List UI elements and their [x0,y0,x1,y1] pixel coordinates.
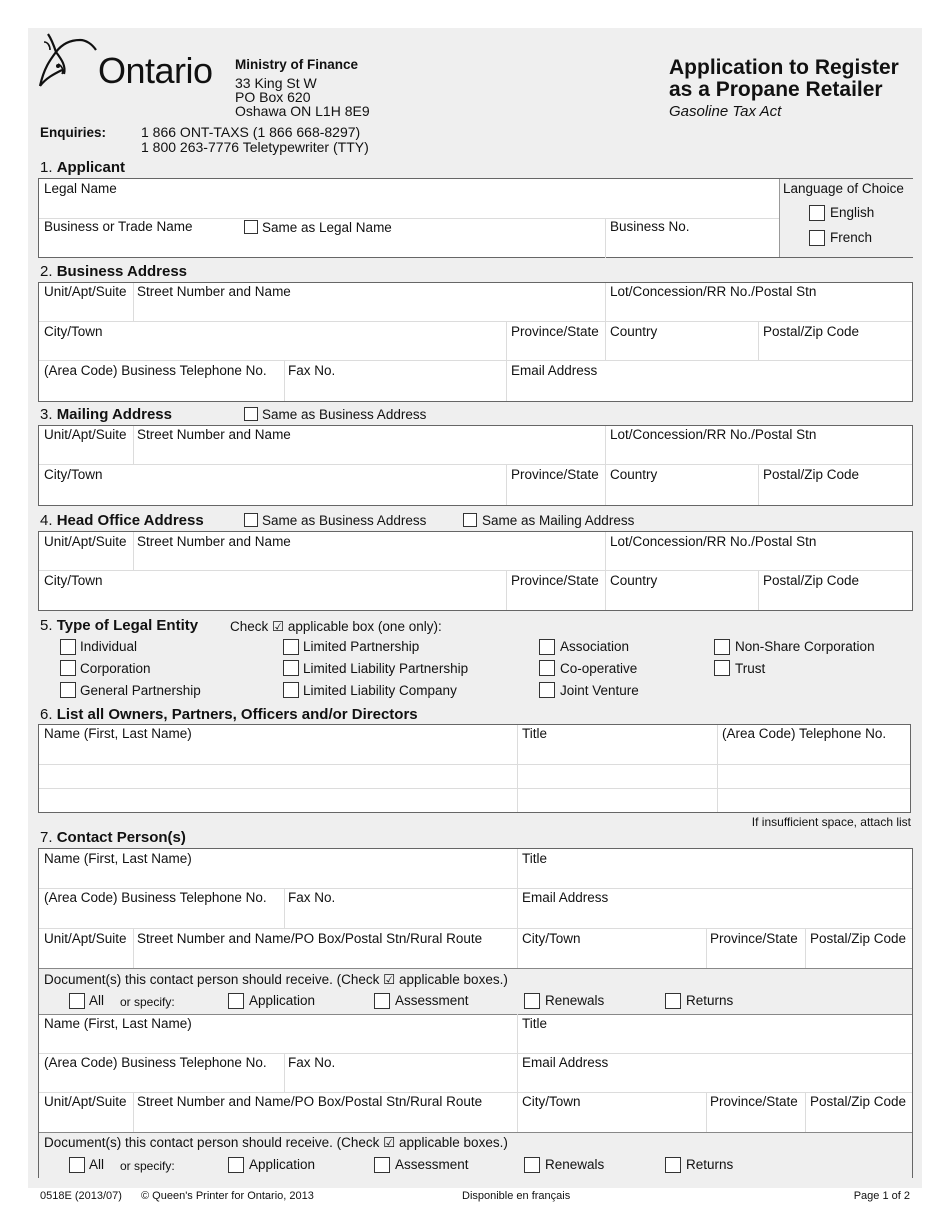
enquiries-label: Enquiries: [40,125,107,140]
entity-corporation-checkbox[interactable] [60,660,76,676]
language-label: Language of Choice [783,181,904,196]
section-3-heading [40,406,172,423]
bus-lot-label: Lot/Concession/RR No./Postal Stn [610,284,817,299]
section-5-heading [40,617,198,634]
bus-street-label: Street Number and Name [137,284,291,299]
contact1-returns-label: Returns [686,993,734,1008]
divider [39,764,910,765]
contact1-or-specify: or specify: [120,995,175,1009]
entity-llp-checkbox[interactable] [283,660,299,676]
contact2-title-label: Title [522,1016,548,1031]
entity-individual-label: Individual [80,639,138,654]
mail-street-label: Street Number and Name [137,427,291,442]
owners-phone-header: (Area Code) Telephone No. [722,726,887,741]
form-subtitle: Gasoline Tax Act [669,103,782,120]
entity-llc-label: Limited Liability Company [303,683,457,698]
section-7-heading [40,829,186,846]
contact2-city-label: City/Town [522,1094,581,1109]
entity-corporation-label: Corporation [80,661,151,676]
entity-non-share-checkbox[interactable] [714,639,730,655]
divider [39,1053,912,1054]
french-label: French [830,230,873,245]
divider [39,1092,912,1093]
ontario-wordmark: Ontario [98,50,213,91]
contact2-assessment-checkbox[interactable] [374,1157,390,1173]
ministry-name: Ministry of Finance [235,57,359,72]
mail-country-label: Country [610,467,658,482]
section-6-title: List all Owners, Partners, Officers and/or Directors [56,706,418,723]
contact2-phone-label: (Area Code) Business Telephone No. [44,1055,267,1070]
head-street-label: Street Number and Name [137,534,291,549]
business-no-field[interactable] [610,236,775,256]
divider [517,849,518,968]
bus-fax-label: Fax No. [288,363,336,378]
divider [39,570,912,571]
entity-llc-checkbox[interactable] [283,682,299,698]
section-1-heading [40,159,125,176]
divider [39,788,910,789]
entity-association-checkbox[interactable] [539,639,555,655]
entity-association-label: Association [560,639,630,654]
contact1-phone-label: (Area Code) Business Telephone No. [44,890,267,905]
divider [717,725,718,812]
entity-joint-venture-label: Joint Venture [560,683,639,698]
contact1-application-checkbox[interactable] [228,993,244,1009]
divider [517,725,518,812]
contact1-assessment-checkbox[interactable] [374,993,390,1009]
contact2-all-label: All [89,1157,105,1172]
enquiries-tty: 1 800 263-7776 Teletypewriter (TTY) [141,139,369,155]
form-title-line2: as a Propane Retailer [669,78,883,101]
contact2-fax-label: Fax No. [288,1055,336,1070]
entity-limited-partnership-label: Limited Partnership [303,639,420,654]
section-7-title: Contact Person(s) [56,829,186,846]
divider [39,321,912,322]
section-4-heading [40,512,204,529]
section-5-number: 5. [40,617,57,634]
divider [39,928,912,929]
contact2-postal-label: Postal/Zip Code [810,1094,907,1109]
divider [758,464,759,505]
section-6-number: 6. [40,706,57,723]
bus-postal-label: Postal/Zip Code [763,324,860,339]
bus-phone-label: (Area Code) Business Telephone No. [44,363,267,378]
mailing-same-as-business-label: Same as Business Address [262,407,427,422]
contact2-all-checkbox[interactable] [69,1157,85,1173]
copyright: © Queen's Printer for Ontario, 2013 [141,1190,314,1202]
section-1-number: 1. [40,159,57,176]
entity-joint-venture-checkbox[interactable] [539,682,555,698]
business-address-box [38,282,913,402]
contact2-renewals-label: Renewals [545,1157,605,1172]
french-checkbox[interactable] [809,230,825,246]
contact1-fax-label: Fax No. [288,890,336,905]
enquiries-phone: 1 866 ONT-TAXS (1 866 668-8297) [141,124,361,140]
contact1-title-label: Title [522,851,548,866]
contact1-renewals-checkbox[interactable] [524,993,540,1009]
contact2-email-label: Email Address [522,1055,609,1070]
section-7-number: 7. [40,829,57,846]
contact2-returns-checkbox[interactable] [665,1157,681,1173]
entity-trust-checkbox[interactable] [714,660,730,676]
bus-unit-label: Unit/Apt/Suite [44,284,127,299]
form-title-line1: Application to Register [669,56,899,79]
owners-name-header: Name (First, Last Name) [44,726,192,741]
trade-name-field[interactable] [44,236,604,256]
mail-unit-label: Unit/Apt/Suite [44,427,127,442]
divider [605,532,606,610]
entity-limited-partnership-checkbox[interactable] [283,639,299,655]
contact1-city-label: City/Town [522,931,581,946]
english-label: English [830,205,875,220]
divider [758,570,759,610]
section-2-number: 2. [40,263,57,280]
entity-cooperative-checkbox[interactable] [539,660,555,676]
english-checkbox[interactable] [809,205,825,221]
divider [506,570,507,610]
divider [605,283,606,360]
contact2-name-label: Name (First, Last Name) [44,1016,192,1031]
contact1-docs-label: Document(s) this contact person should receive. (Check ☑ applicable boxes.) [44,972,508,987]
legal-name-label: Legal Name [44,181,117,196]
section-2-title: Business Address [56,263,188,280]
mail-province-label: Province/State [511,467,599,482]
ministry-address-line1: 33 King St W [235,75,317,91]
head-unit-label: Unit/Apt/Suite [44,534,127,549]
contact1-renewals-label: Renewals [545,993,605,1008]
french-availability: Disponible en français [462,1190,571,1202]
head-country-label: Country [610,573,658,588]
divider [517,1014,518,1132]
section-5-title: Type of Legal Entity [56,617,199,634]
contact1-assessment-label: Assessment [395,993,469,1008]
same-as-legal-name-checkbox[interactable] [244,220,258,234]
divider [805,1092,806,1132]
divider [133,1092,134,1132]
trade-name-label: Business or Trade Name [44,219,193,234]
divider [506,464,507,505]
head-province-label: Province/State [511,573,599,588]
divider [605,426,606,505]
contact2-province-label: Province/State [710,1094,798,1109]
contact2-assessment-label: Assessment [395,1157,469,1172]
divider [706,1092,707,1132]
mail-lot-label: Lot/Concession/RR No./Postal Stn [610,427,817,442]
form-number: 0518E (2013/07) [40,1190,122,1202]
divider [133,426,134,464]
divider [284,360,285,401]
divider [133,532,134,570]
contact2-or-specify: or specify: [120,1159,175,1173]
divider [284,888,285,928]
entity-non-share-label: Non-Share Corporation [735,639,875,654]
bus-province-label: Province/State [511,324,599,339]
mail-postal-label: Postal/Zip Code [763,467,860,482]
contact1-unit-label: Unit/Apt/Suite [44,931,127,946]
section-2-heading [40,263,187,280]
head-city-label: City/Town [44,573,103,588]
trillium-logo-icon [36,30,98,90]
entity-trust-label: Trust [735,661,766,676]
business-no-label: Business No. [610,219,690,234]
entity-llp-label: Limited Liability Partnership [303,661,469,676]
head-postal-label: Postal/Zip Code [763,573,860,588]
contact2-returns-label: Returns [686,1157,734,1172]
bus-country-label: Country [610,324,658,339]
head-same-as-business-checkbox[interactable] [244,513,258,527]
entity-cooperative-label: Co-operative [560,661,638,676]
ministry-address-line2: PO Box 620 [235,89,311,105]
contact2-docs-label: Document(s) this contact person should receive. (Check ☑ applicable boxes.) [44,1135,508,1150]
section-3-title: Mailing Address [56,406,172,423]
divider [133,928,134,968]
contact2-application-checkbox[interactable] [228,1157,244,1173]
bus-city-label: City/Town [44,324,103,339]
entity-individual-checkbox[interactable] [60,639,76,655]
entity-general-partnership-checkbox[interactable] [60,682,76,698]
section-4-number: 4. [40,512,57,529]
divider [506,321,507,401]
contact1-postal-label: Postal/Zip Code [810,931,907,946]
divider [39,360,912,361]
ministry-address-line3: Oshawa ON L1H 8E9 [235,103,370,119]
head-same-as-business-label: Same as Business Address [262,513,427,528]
divider [706,928,707,968]
section-3-number: 3. [40,406,57,423]
contact2-renewals-checkbox[interactable] [524,1157,540,1173]
head-same-as-mailing-checkbox[interactable] [463,513,477,527]
entity-general-partnership-label: General Partnership [80,683,201,698]
divider [805,928,806,968]
mail-city-label: City/Town [44,467,103,482]
divider [133,283,134,321]
bus-email-label: Email Address [511,363,598,378]
contact2-application-label: Application [249,1157,316,1172]
section-1-title: Applicant [56,159,126,176]
contact1-email-label: Email Address [522,890,609,905]
divider [758,321,759,360]
divider [39,464,912,465]
same-as-legal-name-label: Same as Legal Name [262,220,392,235]
head-lot-label: Lot/Concession/RR No./Postal Stn [610,534,817,549]
mailing-same-as-business-checkbox[interactable] [244,407,258,421]
contact2-unit-label: Unit/Apt/Suite [44,1094,127,1109]
owners-title-header: Title [522,726,548,741]
divider [284,1053,285,1092]
section-6-heading [40,706,418,723]
insufficient-space-note: If insufficient space, attach list [751,815,911,829]
head-same-as-mailing-label: Same as Mailing Address [482,513,635,528]
entity-instruction: Check ☑ applicable box (one only): [230,619,442,634]
legal-name-field[interactable] [44,196,604,218]
contact1-all-label: All [89,993,105,1008]
contact1-name-label: Name (First, Last Name) [44,851,192,866]
contact1-all-checkbox[interactable] [69,993,85,1009]
contact1-province-label: Province/State [710,931,798,946]
contact1-application-label: Application [249,993,316,1008]
section-4-title: Head Office Address [56,512,204,529]
contact1-returns-checkbox[interactable] [665,993,681,1009]
contact2-street-label: Street Number and Name/PO Box/Postal Stn/Rural Route [137,1094,483,1109]
divider [39,888,912,889]
page-number: Page 1 of 2 [853,1190,910,1202]
contact1-street-label: Street Number and Name/PO Box/Postal Stn/Rural Route [137,931,483,946]
divider [605,218,606,258]
